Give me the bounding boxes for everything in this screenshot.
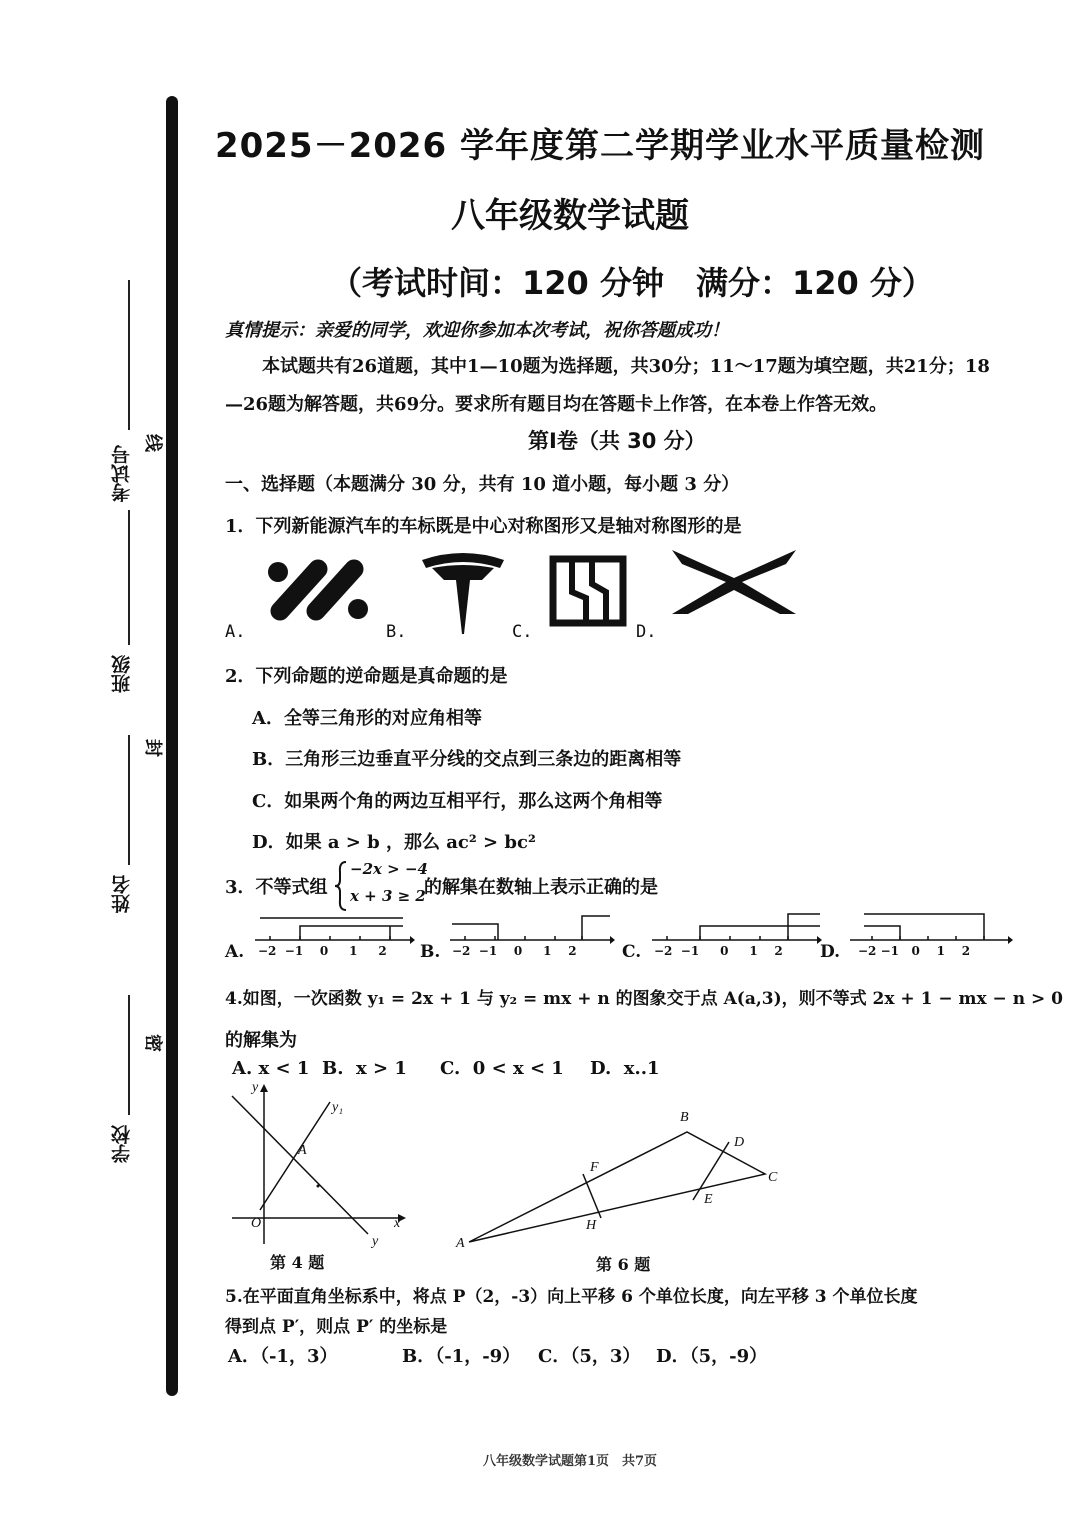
q1-stem: 1．下列新能源汽车的车标既是中心对称图形又是轴对称图形的是 — [225, 516, 742, 537]
number-line-c-ticks: −2 −1 0 1 2 — [654, 944, 783, 958]
fig6-label-c: C — [768, 1170, 778, 1185]
q3-system-line-2: x + 3 ≥ 2 — [350, 887, 426, 905]
q1-label-c: C. — [512, 622, 533, 642]
q4-option-b: B. x > 1 — [322, 1058, 407, 1079]
xpeng-logo-icon — [668, 548, 803, 616]
fig6-label-e: E — [704, 1192, 713, 1207]
fig4-label-o: O — [251, 1216, 262, 1231]
number-line-a-ticks: −2 −1 0 1 2 — [258, 944, 387, 958]
exam-info: （考试时间：120 分钟 满分：120 分） — [330, 264, 934, 302]
figure-6-triangle — [455, 1108, 785, 1248]
fig6-label-h: H — [586, 1218, 597, 1233]
slash-logo-icon — [258, 553, 383, 628]
field-class-line — [128, 510, 130, 645]
field-exam-number-label: 考试号 — [111, 445, 133, 502]
field-name-line — [128, 735, 130, 865]
q3-stem-post: 的解集在数轴上表示正确的是 — [424, 877, 658, 898]
figure-6-caption: 第 6 题 — [596, 1255, 651, 1274]
fig4-label-a: A — [298, 1143, 307, 1158]
fig4-label-y2: y — [372, 1234, 379, 1249]
q2-stem: 2．下列命题的逆命题是真命题的是 — [225, 666, 508, 687]
q3-label-c: C. — [622, 942, 642, 962]
fig6-label-a: A — [456, 1236, 465, 1251]
q4-option-d: D. x..1 — [590, 1058, 660, 1079]
exam-subtitle: 八年级数学试题 — [451, 196, 689, 236]
seal-char-line: 线 — [142, 434, 163, 452]
number-line-b-ticks: −2 −1 0 1 2 — [452, 944, 577, 958]
q1-label-b: B. — [386, 622, 407, 642]
q3-label-b: B. — [420, 942, 441, 962]
q4-option-a: A. x < 1 — [232, 1058, 310, 1079]
q2-option-b: B．三角形三边垂直平分线的交点到三条边的距离相等 — [252, 749, 682, 770]
q3-system-line-1: −2x > −4 — [350, 860, 428, 878]
figure-4-caption: 第 4 题 — [270, 1253, 325, 1272]
q4-stem-line-1: 4.如图，一次函数 y₁ = 2x + 1 与 y₂ = mx + n 的图象交于点 A(a,3)，则不等式 2x + 1 − mx − n > 0 — [225, 989, 1063, 1009]
seal-char-dense: 密 — [142, 1034, 163, 1052]
field-name-label: 姓名 — [111, 875, 133, 913]
field-school-label: 学校 — [111, 1125, 133, 1163]
fig6-label-d: D — [734, 1135, 745, 1150]
fig4-label-y-axis: y — [252, 1080, 259, 1095]
q5-option-b: B．（-1，-9） — [402, 1346, 521, 1367]
intro-line-1: 本试题共有26道题，其中1—10题为选择题，共30分；11～17题为填空题，共21分；18 — [262, 356, 990, 377]
tesla-logo-icon — [418, 550, 508, 638]
q5-option-d: D．（5，-9） — [656, 1346, 768, 1367]
page-footer: 八年级数学试题第1页 共7页 — [482, 1454, 658, 1469]
q3-label-d: D. — [820, 942, 841, 962]
q3-label-a: A. — [225, 942, 245, 962]
field-exam-number-line — [128, 280, 130, 430]
q3-stem-pre: 3．不等式组 — [225, 877, 328, 898]
q2-option-c: C．如果两个角的两边互相平行，那么这两个角相等 — [252, 791, 663, 812]
number-line-d-ticks: −2 −1 0 1 2 — [858, 944, 971, 958]
fig4-label-y1: y₁ — [332, 1100, 344, 1115]
q2-option-a: A．全等三角形的对应角相等 — [252, 708, 482, 729]
section-title: 第Ⅰ卷（共 30 分） — [528, 429, 706, 453]
fig6-label-b: B — [680, 1110, 689, 1125]
intro-line-2: —26题为解答题，共69分。要求所有题目均在答题卡上作答，在本卷上作答无效。 — [225, 394, 888, 415]
square-logo-icon — [548, 554, 628, 628]
brace-icon — [334, 860, 348, 912]
field-class-label: 班级 — [111, 655, 133, 693]
q5-option-a: A．（-1，3） — [228, 1346, 338, 1367]
part1-title: 一、选择题（本题满分 30 分，共有 10 道小题，每小题 3 分） — [225, 474, 740, 495]
q2-option-d: D．如果 a > b ，那么 ac² > bc² — [252, 832, 536, 853]
seal-char-seal: 封 — [142, 739, 163, 757]
encouragement-tip: 真情提示：亲爱的同学，欢迎你参加本次考试，祝你答题成功！ — [225, 320, 729, 341]
q1-label-a: A. — [225, 622, 246, 642]
q4-stem-line-2: 的解集为 — [225, 1030, 297, 1051]
q5-stem-line-1: 5.在平面直角坐标系中，将点 P（2，-3）向上平移 6 个单位长度，向左平移 3 个单位长度 — [225, 1287, 918, 1307]
q5-option-c: C．（5，3） — [538, 1346, 641, 1367]
binding-bar — [166, 96, 178, 1396]
exam-title: 2025－2026 学年度第二学期学业水平质量检测 — [214, 126, 986, 166]
fig4-label-x: x — [394, 1216, 401, 1231]
fig6-label-f: F — [590, 1160, 599, 1175]
q4-option-c: C. 0 < x < 1 — [440, 1058, 564, 1079]
q5-stem-line-2: 得到点 P′，则点 P′ 的坐标是 — [225, 1317, 448, 1337]
field-school-line — [128, 995, 130, 1115]
q1-label-d: D. — [636, 622, 657, 642]
